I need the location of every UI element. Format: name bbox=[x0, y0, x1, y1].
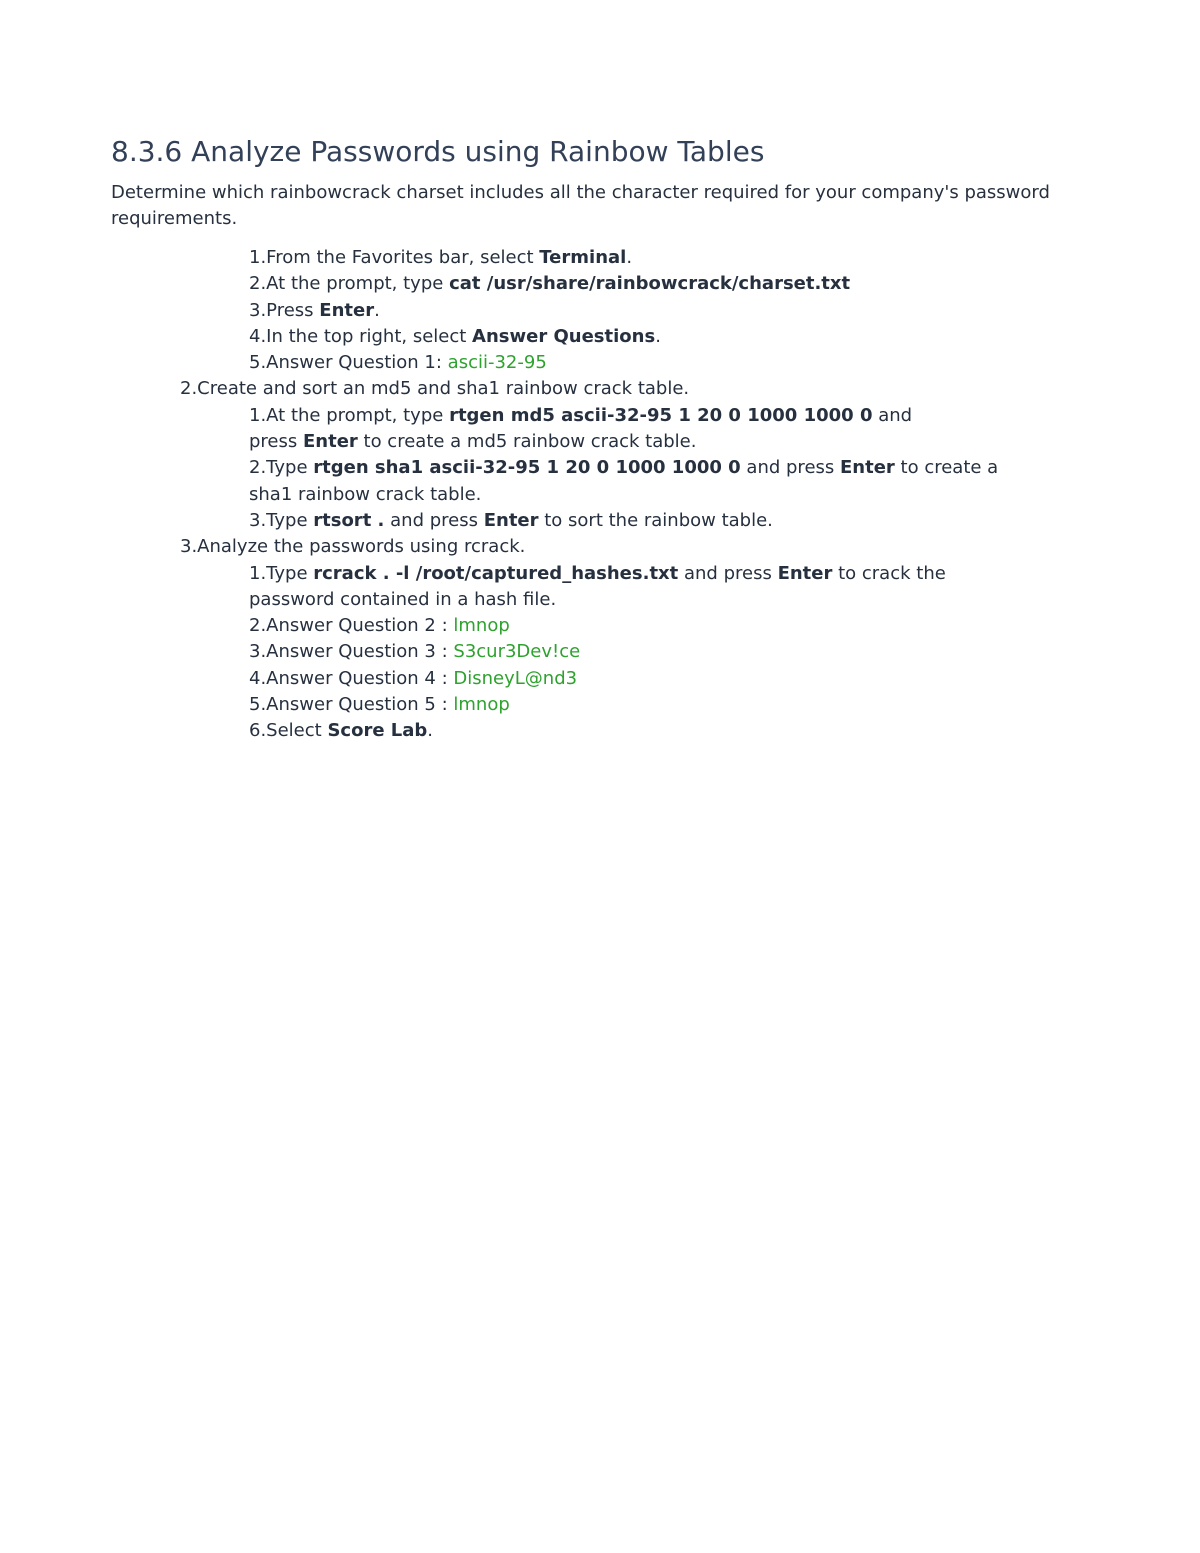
step-text: and press bbox=[678, 562, 778, 584]
task1-step1 bbox=[111, 245, 1091, 271]
step-keyword: Enter bbox=[302, 431, 358, 453]
step-text: 2.Answer Question 2 : bbox=[249, 615, 454, 637]
task1-step4 bbox=[111, 324, 1091, 350]
task2-step1-continued bbox=[111, 429, 1091, 455]
step-text: 1.At the prompt, type bbox=[249, 404, 450, 426]
page-title: 8.3.6 Analyze Passwords using Rainbow Tables bbox=[111, 135, 765, 168]
step-text: and bbox=[872, 404, 913, 426]
task1-step2 bbox=[111, 271, 1091, 297]
step-text: and press bbox=[384, 509, 484, 531]
answer-text: DisneyL@nd3 bbox=[453, 667, 578, 689]
step-text: 2.At the prompt, type bbox=[249, 273, 450, 295]
task2-step1 bbox=[111, 403, 1091, 429]
task3-step5 bbox=[111, 692, 1091, 718]
step-text: . bbox=[655, 325, 661, 347]
step-keyword: Enter bbox=[777, 562, 833, 584]
step-keyword: Enter bbox=[319, 299, 375, 321]
step-text: . bbox=[374, 299, 380, 321]
task3-step6 bbox=[111, 718, 1091, 744]
task1-step3 bbox=[111, 298, 1091, 324]
step-text: . bbox=[626, 247, 633, 268]
task3-step1-continued: password contained in a hash file. bbox=[249, 588, 557, 610]
step-text: . bbox=[427, 720, 434, 742]
intro-paragraph: Determine which rainbowcrack charset includes all the character required for your company's password requirements. bbox=[111, 182, 1050, 229]
task2-step2 bbox=[111, 455, 1091, 481]
step-text: 2.Type bbox=[249, 457, 314, 479]
task3-step3 bbox=[111, 639, 1091, 665]
task3-step4 bbox=[111, 666, 1091, 692]
step-text: to create a bbox=[894, 457, 999, 479]
task1-step5 bbox=[111, 350, 1091, 376]
step-command: rtgen md5 ascii-32-95 1 20 0 1000 1000 0 bbox=[449, 404, 873, 426]
step-keyword: Enter bbox=[840, 457, 895, 479]
step-command: rcrack . -l /root/captured_hashes.txt bbox=[313, 562, 679, 584]
step-keyword: Answer Questions bbox=[472, 325, 656, 347]
step-command: rtsort . bbox=[313, 509, 385, 531]
step-text: 5.Answer Question 5 : bbox=[249, 694, 454, 716]
step-text: 5.Answer Question 1: bbox=[249, 352, 448, 374]
task3-step1 bbox=[111, 561, 1091, 587]
task2-step3 bbox=[111, 508, 1091, 534]
step-text: 1.From the Favorites bar, select bbox=[249, 247, 540, 268]
step-keyword: Score Lab bbox=[327, 720, 428, 742]
answer-text: ascii-32-95 bbox=[447, 352, 547, 374]
answer-text: lmnop bbox=[453, 615, 510, 637]
step-text: 3.Press bbox=[249, 299, 320, 321]
step-command: cat /usr/share/rainbowcrack/charset.txt bbox=[449, 273, 851, 295]
step-text: 3.Type bbox=[249, 509, 314, 531]
step-text: to crack the bbox=[832, 562, 946, 584]
step-text: press bbox=[249, 431, 303, 453]
answer-text: S3cur3Dev!ce bbox=[453, 641, 581, 663]
step-keyword: Terminal bbox=[539, 247, 627, 268]
step-text: 4.Answer Question 4 : bbox=[249, 667, 454, 689]
step-text: 4.In the top right, select bbox=[249, 325, 473, 347]
step-command: rtgen sha1 ascii-32-95 1 20 0 1000 1000 0 bbox=[313, 457, 741, 479]
step-text: 3.Answer Question 3 : bbox=[249, 641, 454, 663]
step-text: 1.Type bbox=[249, 562, 314, 584]
step-text: to sort the rainbow table. bbox=[538, 509, 773, 531]
task2-step2-continued: sha1 rainbow crack table. bbox=[249, 483, 482, 505]
step-text: 6.Select bbox=[249, 720, 328, 742]
task2-heading: 2.Create and sort an md5 and sha1 rainbow crack table. bbox=[180, 378, 690, 400]
step-text: and press bbox=[740, 457, 840, 479]
step-text: to create a md5 rainbow crack table. bbox=[357, 431, 697, 453]
instruction-steps bbox=[111, 245, 1091, 745]
answer-text: lmnop bbox=[453, 694, 510, 716]
step-keyword: Enter bbox=[483, 509, 539, 531]
task3-heading: 3.Analyze the passwords using rcrack. bbox=[180, 536, 526, 558]
task3-step2 bbox=[111, 613, 1091, 639]
